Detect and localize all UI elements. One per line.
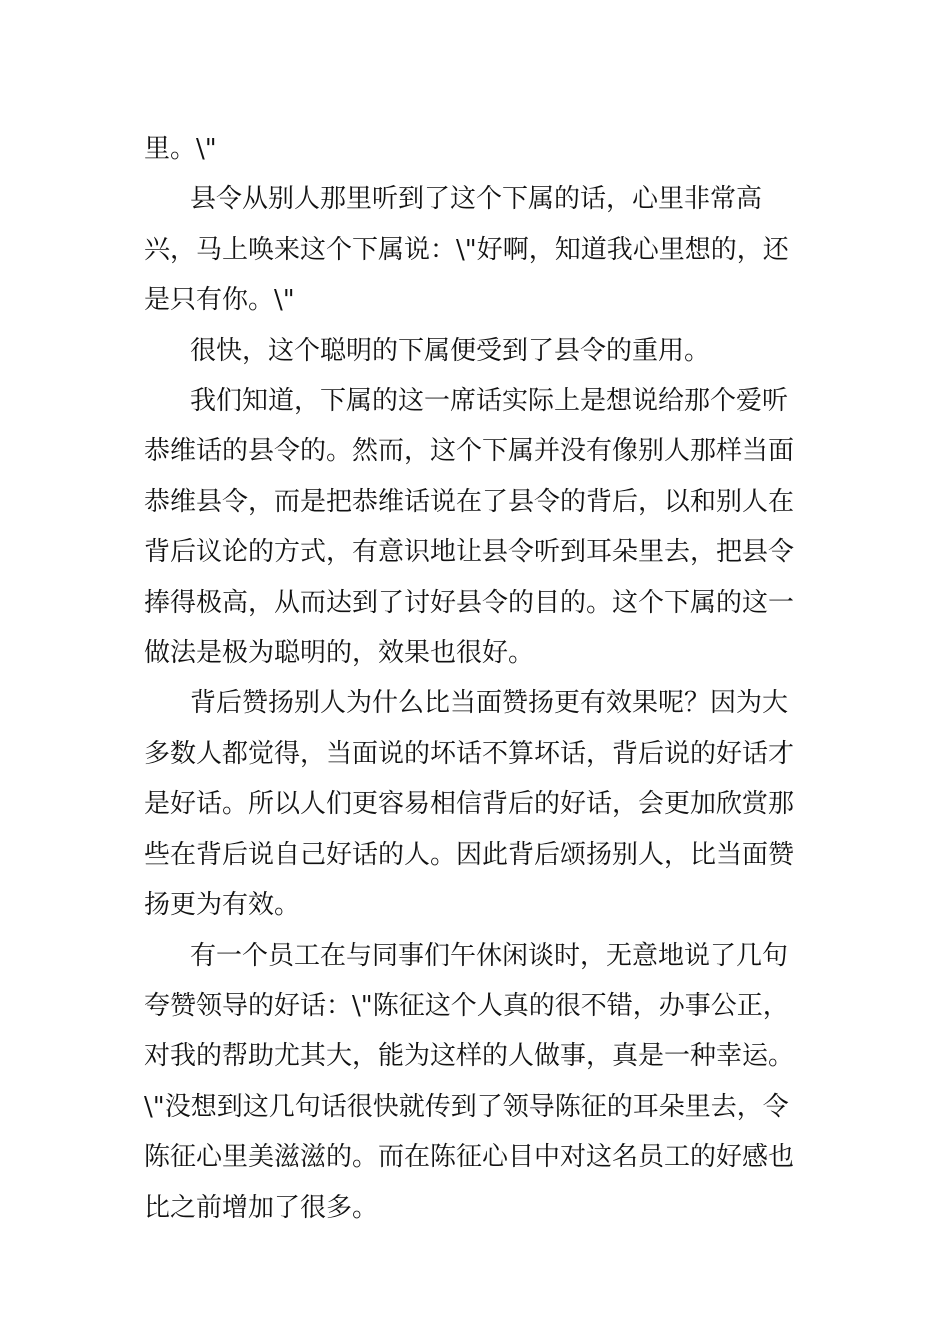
paragraph-1: 里。\"	[144, 134, 217, 164]
paragraph-5: 背后赞扬别人为什么比当面赞扬更有效果呢？因为大多数人都觉得，当面说的坏话不算坏话，背后说的好话才是好话。所以人们更容易相信背后的好话，会更加欣赏那些在背后说自己好话的人。因此背后颂扬别人，比当面赞扬更为有效。	[144, 688, 795, 921]
paragraph-2: 县令从别人那里听到了这个下属的话，心里非常高兴，马上唤来这个下属说：\"好啊，知道我心里想的，还是只有你。\"	[144, 184, 789, 316]
paragraph-3: 很快，这个聪明的下属便受到了县令的重用。	[190, 335, 711, 366]
paragraph-4: 我们知道，下属的这一席话实际上是想说给那个爱听恭维话的县令的。然而，这个下属并没有像别人那样当面恭维县令，而是把恭维话说在了县令的背后，以和别人在背后议论的方式，有意识地让县令听到耳朵里去，把县令捧得极高，从而达到了讨好县令的目的。这个下属的这一做法是极为聪明的，效果也很好。	[144, 386, 795, 669]
paragraph-6: 有一个员工在与同事们午休闲谈时，无意地说了几句夸赞领导的好话：\"陈征这个人真的很不错，办事公正，对我的帮助尤其大，能为这样的人做事，真是一种幸运。\"没想到这几句话很快就传到了领导陈征的耳朵里去，令陈征心里美滋滋的。而在陈征心目中对这名员工的好感也比之前增加了很多。	[144, 940, 795, 1223]
document-body	[144, 124, 808, 1233]
